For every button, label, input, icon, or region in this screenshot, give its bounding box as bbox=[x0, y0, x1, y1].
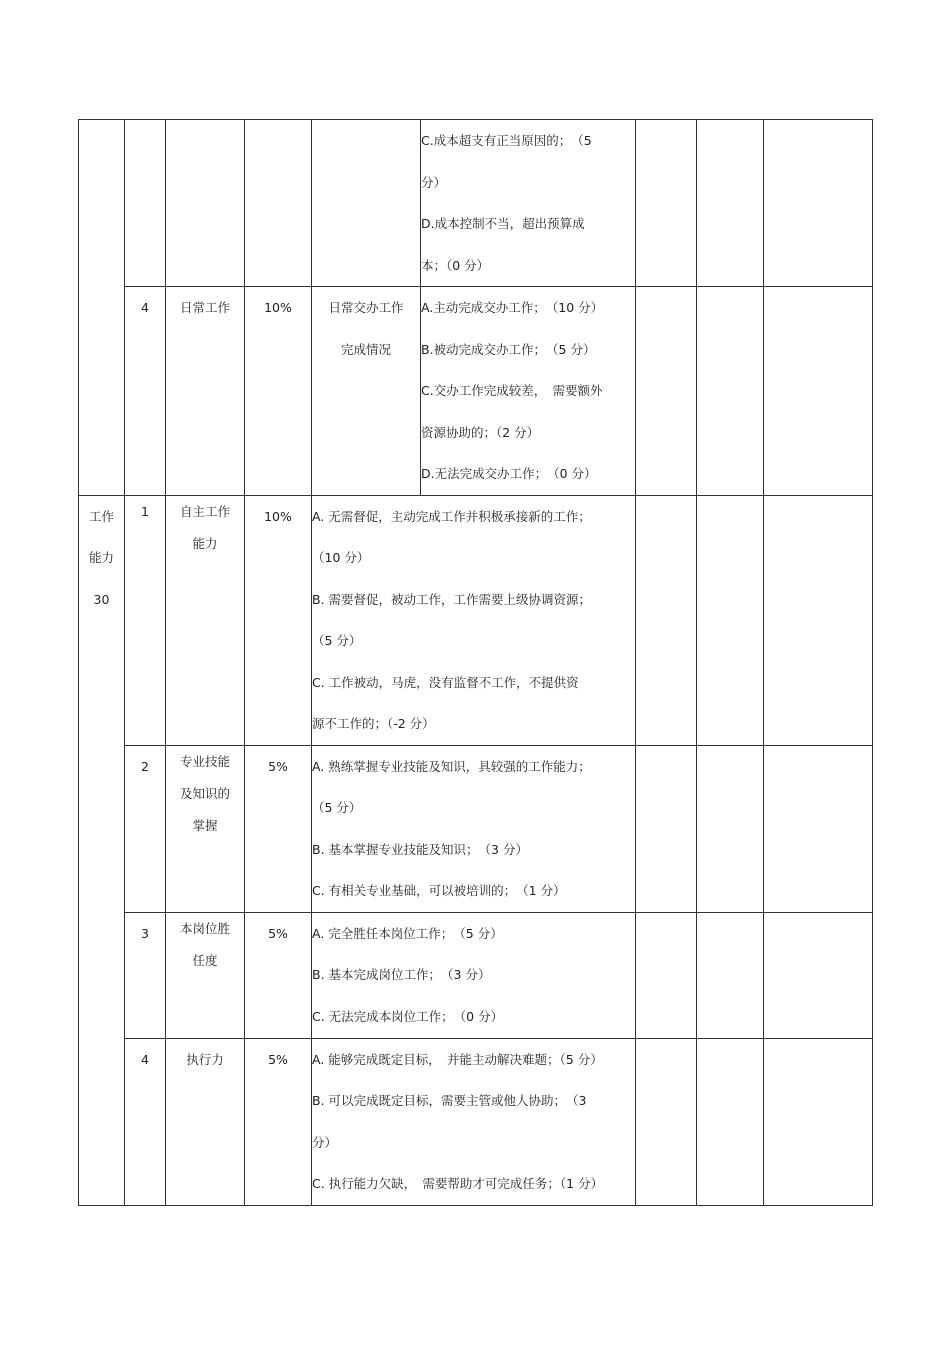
score-cell-3[interactable] bbox=[764, 745, 873, 912]
table-row bbox=[79, 287, 873, 496]
item-cell bbox=[166, 120, 245, 287]
content-line: 日常交办工作 bbox=[328, 300, 404, 315]
criteria-line: B. 基本完成岗位工作； （3 分） bbox=[312, 967, 491, 982]
score-cell-3[interactable] bbox=[764, 495, 873, 745]
criteria-cell bbox=[312, 745, 636, 912]
criteria-line: A. 无需督促，主动完成工作并积极承接新的工作； bbox=[312, 508, 591, 524]
criteria-cell bbox=[312, 495, 636, 745]
score-cell-2[interactable] bbox=[697, 912, 764, 1038]
score-cell-3[interactable] bbox=[764, 120, 873, 287]
weight-cell: 5% bbox=[245, 745, 312, 912]
criteria-cell bbox=[421, 120, 636, 287]
criteria-cell bbox=[312, 1038, 636, 1205]
content-line: 完成情况 bbox=[340, 341, 391, 357]
score-cell-1[interactable] bbox=[636, 745, 697, 912]
criteria-cell bbox=[312, 912, 636, 1038]
criteria-line: （5 分） bbox=[312, 633, 362, 648]
criteria-line: 源不工作的；（-2 分） bbox=[312, 716, 435, 731]
criteria-line: A. 完全胜任本岗位工作； （5 分） bbox=[312, 925, 503, 941]
criteria-line: C. 无法完成本岗位工作； （0 分） bbox=[312, 1008, 504, 1024]
criteria-line: C. 工作被动，马虎，没有监督不工作，不提供资 bbox=[312, 674, 579, 690]
weight-cell: 10% bbox=[245, 287, 312, 496]
category-cell bbox=[79, 495, 125, 1205]
criteria-line: B. 可以完成既定目标，需要主管或他人协助； （3 bbox=[312, 1093, 587, 1108]
criteria-line: A. 能够完成既定目标， 并能主动解决难题；（5 分） bbox=[312, 1051, 603, 1067]
item-cell: 专业技能 及知识的 掌握 bbox=[166, 745, 245, 912]
category-line: 30 bbox=[93, 591, 110, 607]
criteria-line: 资源协助的；（2 分） bbox=[421, 424, 540, 440]
number-cell: 3 bbox=[125, 912, 166, 1038]
criteria-line: C.成本超支有正当原因的； （5 bbox=[421, 133, 592, 148]
table-row bbox=[79, 912, 873, 1038]
criteria-line: D.无法完成交办工作； （0 分） bbox=[421, 466, 597, 481]
criteria-line: B. 需要督促，被动工作，工作需要上级协调资源； bbox=[312, 591, 592, 607]
criteria-line: C.交办工作完成较差， 需要额外 bbox=[421, 383, 603, 398]
table-row bbox=[79, 1038, 873, 1205]
score-cell-3[interactable] bbox=[764, 1038, 873, 1205]
score-cell-1[interactable] bbox=[636, 120, 697, 287]
score-cell-2[interactable] bbox=[697, 495, 764, 745]
content-cell bbox=[312, 287, 421, 496]
criteria-line: B.被动完成交办工作； （5 分） bbox=[421, 341, 596, 357]
number-cell: 2 bbox=[125, 745, 166, 912]
score-cell-2[interactable] bbox=[697, 1038, 764, 1205]
weight-cell: 10% bbox=[245, 495, 312, 745]
criteria-line: D.成本控制不当，超出预算成 bbox=[421, 216, 585, 231]
score-cell-1[interactable] bbox=[636, 495, 697, 745]
score-cell-2[interactable] bbox=[697, 745, 764, 912]
criteria-line: C. 有相关专业基础，可以被培训的； （1 分） bbox=[312, 883, 566, 898]
score-cell-3[interactable] bbox=[764, 912, 873, 1038]
table-row bbox=[79, 495, 873, 745]
weight-cell bbox=[245, 120, 312, 287]
item-cell: 执行力 bbox=[166, 1038, 245, 1205]
evaluation-table bbox=[78, 119, 873, 1206]
weight-cell: 5% bbox=[245, 912, 312, 1038]
criteria-line: 分） bbox=[312, 1134, 338, 1150]
criteria-line: （10 分） bbox=[312, 550, 370, 565]
criteria-line: 本；（0 分） bbox=[421, 257, 490, 273]
score-cell-1[interactable] bbox=[636, 912, 697, 1038]
category-cell bbox=[79, 120, 125, 496]
score-cell-2[interactable] bbox=[697, 120, 764, 287]
criteria-line: A. 熟练掌握专业技能及知识，具较强的工作能力； bbox=[312, 758, 591, 774]
criteria-line: C. 执行能力欠缺， 需要帮助才可完成任务；（1 分） bbox=[312, 1176, 604, 1191]
score-cell-1[interactable] bbox=[636, 287, 697, 496]
table-row bbox=[79, 120, 873, 287]
criteria-line: B. 基本掌握专业技能及知识； （3 分） bbox=[312, 841, 528, 857]
category-line: 工作 bbox=[88, 508, 114, 524]
criteria-line: （5 分） bbox=[312, 800, 362, 815]
item-cell: 日常工作 bbox=[166, 287, 245, 496]
item-cell: 自主工作 能力 bbox=[166, 495, 245, 745]
content-cell bbox=[312, 120, 421, 287]
weight-cell: 5% bbox=[245, 1038, 312, 1205]
item-cell: 本岗位胜 任度 bbox=[166, 912, 245, 1038]
score-cell-1[interactable] bbox=[636, 1038, 697, 1205]
score-cell-2[interactable] bbox=[697, 287, 764, 496]
category-line: 能力 bbox=[88, 550, 114, 565]
criteria-line: A.主动完成交办工作； （10 分） bbox=[421, 300, 604, 315]
number-cell bbox=[125, 120, 166, 287]
number-cell: 4 bbox=[125, 1038, 166, 1205]
criteria-line: 分） bbox=[421, 174, 447, 190]
number-cell: 4 bbox=[125, 287, 166, 496]
number-cell: 1 bbox=[125, 495, 166, 745]
score-cell-3[interactable] bbox=[764, 287, 873, 496]
criteria-cell bbox=[421, 287, 636, 496]
table-row bbox=[79, 745, 873, 912]
